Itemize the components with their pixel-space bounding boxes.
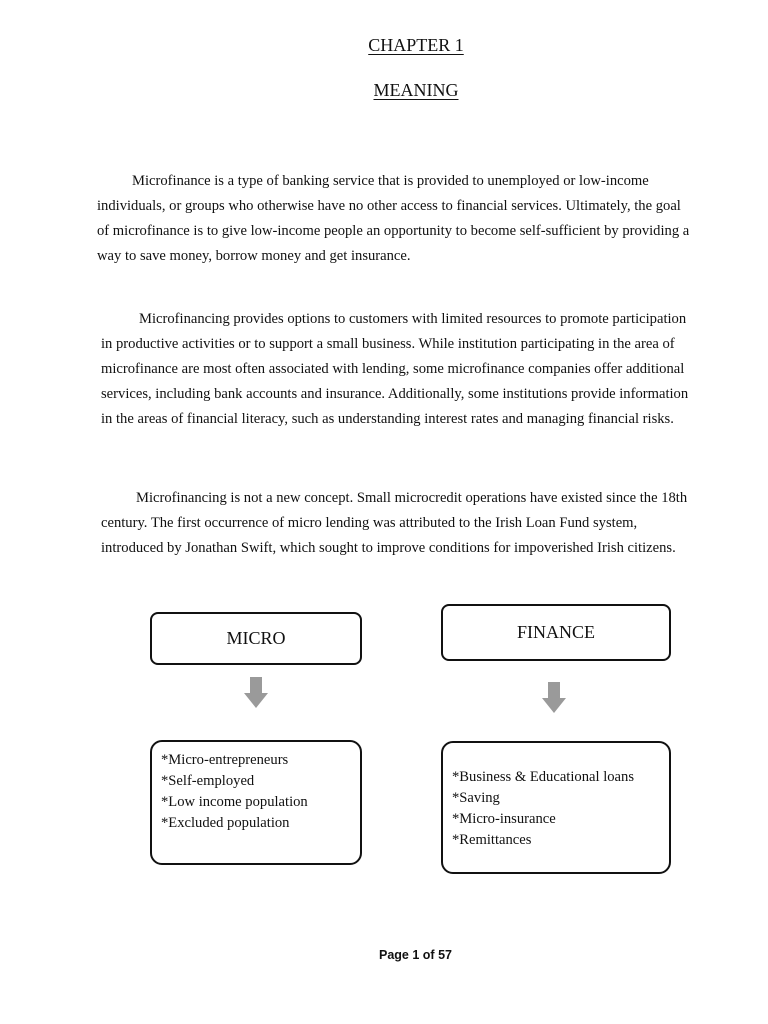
list-item: *Self-employed: [161, 773, 255, 789]
list-item: *Micro-insurance: [452, 811, 556, 827]
finance-items-list: [452, 767, 634, 851]
list-item: *Business & Educational loans: [452, 769, 634, 785]
micro-items-box: [150, 740, 362, 865]
paragraph-line: century. The first occurrence of micro lending was attributed to the Irish Loan Fund system,: [101, 515, 638, 531]
paragraph-line: services, including bank accounts and insurance. Additionally, some institutions provide information: [101, 386, 689, 402]
paragraph-line: Microfinancing is not a new concept. Small microcredit operations have existed since the 18th: [136, 490, 688, 506]
micro-items-list: [161, 750, 308, 834]
finance-box: [441, 604, 671, 661]
paragraph-line: introduced by Jonathan Swift, which sought to improve conditions for impoverished Irish citizens.: [101, 540, 676, 556]
paragraph-line: in productive activities or to support a small business. While institution participating in the area of: [101, 336, 675, 352]
list-item: *Saving: [452, 790, 500, 806]
paragraph-line: Microfinancing provides options to customers with limited resources to promote participation: [139, 311, 687, 327]
page-current: 1: [412, 948, 420, 962]
list-item: *Micro-entrepreneurs: [161, 752, 289, 768]
micro-box: [150, 612, 362, 665]
page-prefix: Page: [378, 948, 409, 962]
list-item: *Excluded population: [161, 815, 290, 831]
micro-label: MICRO: [226, 628, 286, 648]
paragraph-line: way to save money, borrow money and get insurance.: [97, 248, 411, 264]
page-number: [0, 948, 768, 962]
page-total: 57: [438, 948, 452, 962]
arrow-down-icon: [244, 677, 268, 709]
finance-label: FINANCE: [516, 622, 595, 642]
section-title: MEANING: [373, 80, 459, 100]
finance-items-box: [441, 741, 671, 874]
paragraph-line: of microfinance is to give low-income people an opportunity to become self-sufficient by providing a: [97, 223, 690, 239]
paragraph-line: in the areas of financial literacy, such as understanding interest rates and managing financial risks.: [101, 411, 674, 427]
list-item: *Low income population: [161, 794, 308, 810]
arrow-down-icon: [542, 682, 566, 714]
page-of: of: [422, 948, 435, 962]
paragraph-line: microfinance are most often associated with lending, some microfinance companies offer additional: [101, 361, 685, 377]
paragraph-line: individuals, or groups who otherwise have no other access to financial services. Ultimately, the goal: [97, 198, 681, 214]
list-item: *Remittances: [452, 832, 532, 848]
chapter-heading: CHAPTER 1: [368, 35, 464, 55]
paragraph-line: Microfinance is a type of banking service that is provided to unemployed or low-income: [132, 173, 649, 189]
